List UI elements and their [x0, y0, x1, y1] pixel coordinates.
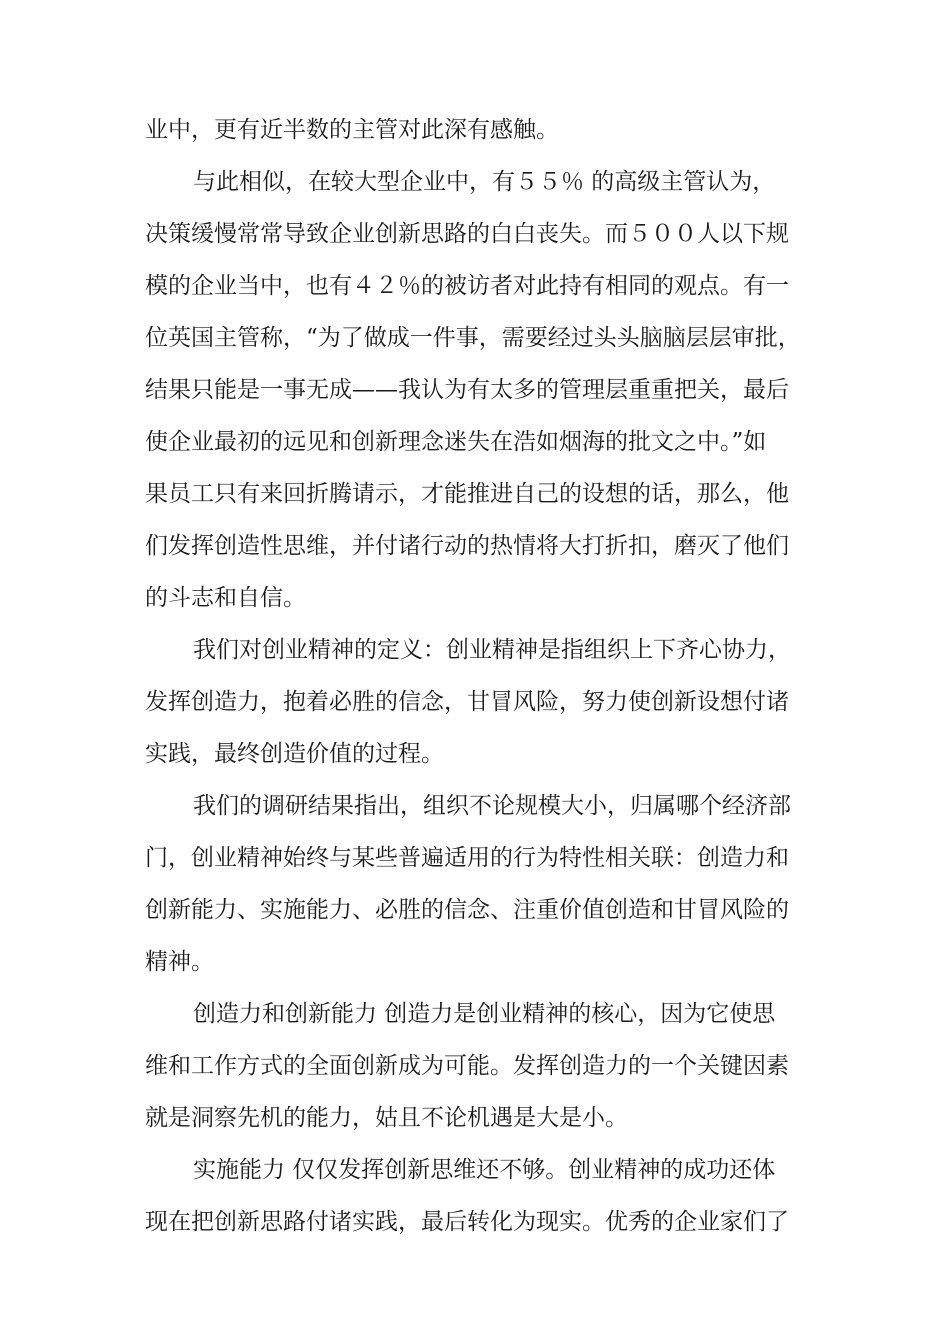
text-line: 发挥创造力，抱着必胜的信念，甘冒风险，努力使创新设想付诸: [145, 689, 789, 715]
paragraph-first-line: 创造力和创新能力 创造力是创业精神的核心，因为它使思: [193, 1001, 776, 1027]
text-line: 现在把创新思路付诸实践，最后转化为现实。优秀的企业家们了: [145, 1209, 789, 1235]
paragraph-first-line: 与此相似，在较大型企业中，有５５％ 的高级主管认为，: [193, 169, 776, 195]
text-line: 维和工作方式的全面创新成为可能。发挥创造力的一个关键因素: [145, 1053, 789, 1079]
paragraph-first-line: 我们的调研结果指出，组织不论规模大小，归属哪个经济部: [193, 793, 791, 819]
text-line: 使企业最初的远见和创新理念迷失在浩如烟海的批文之中。”如: [145, 429, 767, 455]
text-line: 创新能力、实施能力、必胜的信念、注重价值创造和甘冒风险的: [145, 897, 789, 923]
text-line: 果员工只有来回折腾请示，才能推进自己的设想的话，那么，他: [145, 481, 789, 507]
text-line: 模的企业当中，也有４２％的被访者对此持有相同的观点。有一: [145, 273, 789, 299]
text-line: 决策缓慢常常导致企业创新思路的白白丧失。而５００人以下规: [145, 221, 789, 247]
text-line: 实践，最终创造价值的过程。: [145, 741, 444, 767]
text-line: 精神。: [145, 949, 214, 975]
text-line: 位英国主管称，“为了做成一件事，需要经过头头脑脑层层审批，: [145, 325, 801, 351]
text-line: 门，创业精神始终与某些普遍适用的行为特性相关联：创造力和: [145, 845, 789, 871]
text-line: 们发挥创造性思维，并付诸行动的热情将大打折扣，磨灭了他们: [145, 533, 789, 559]
text-line: 的斗志和自信。: [145, 585, 306, 611]
text-line: 就是洞察先机的能力，姑且不论机遇是大是小。: [145, 1105, 628, 1131]
paragraph-first-line: 我们对创业精神的定义：创业精神是指组织上下齐心协力，: [193, 637, 791, 663]
text-line: 结果只能是一事无成——我认为有太多的管理层重重把关，最后: [145, 377, 789, 403]
text-line: 业中，更有近半数的主管对此深有感触。: [145, 117, 559, 143]
paragraph-first-line: 实施能力 仅仅发挥创新思维还不够。创业精神的成功还体: [193, 1157, 776, 1183]
